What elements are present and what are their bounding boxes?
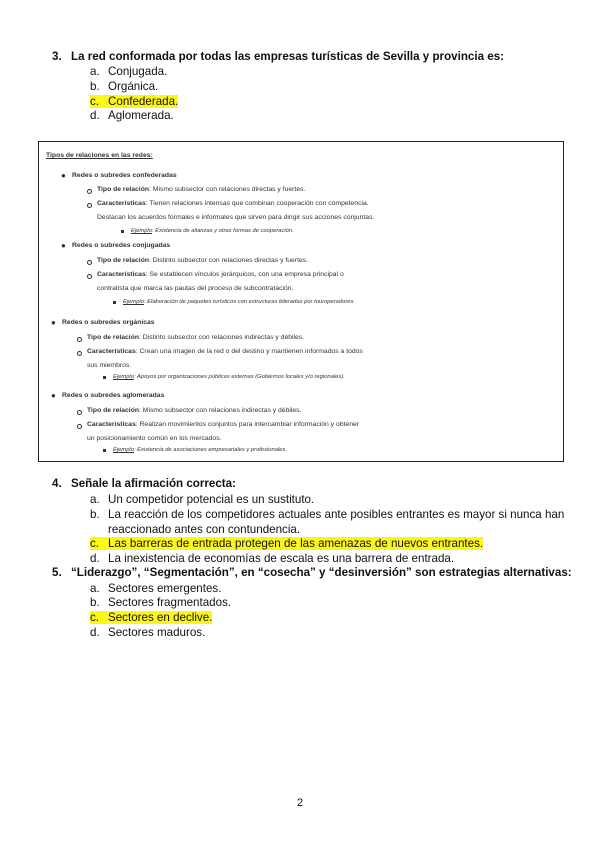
section-ejemplo: Ejemplo: Elaboración de paquetes turísticos con estructuras lideradas por touroperadores. (123, 299, 356, 305)
section-caracteristicas: Características: Realizan movimientos conjuntos para intercambiar información y obtener (87, 421, 360, 428)
circle-bullet-icon (87, 203, 92, 208)
circle-bullet-icon (77, 351, 82, 356)
circle-bullet-icon (87, 260, 92, 265)
section-caracteristicas: Características: Crean una imagen de la red o del destino y mantienen informados a todos (87, 348, 363, 355)
q3-option-a: a. Conjugada. (90, 65, 168, 78)
bullet-icon: ● (61, 241, 66, 250)
question-5 (52, 566, 572, 579)
bullet-icon: ● (51, 318, 56, 327)
section-tipo: Tipo de relación: Distinto subsector con relaciones directas y fuertes. (97, 257, 309, 264)
section-caracteristicas-cont: un posicionamiento común en los mercados. (87, 435, 222, 442)
q3-option-b: b. Orgánica. (90, 80, 159, 93)
question-4 (52, 477, 236, 490)
section-ejemplo: Ejemplo: Existencia de alianzas y otras formas de cooperación. (131, 228, 294, 234)
q5-option-d: d. Sectores maduros. (90, 626, 206, 639)
section-caracteristicas: Características: Se establecen vínculos jerárquicos, con una empresa principal o (97, 271, 344, 278)
section-heading: Redes o subredes orgánicas (62, 319, 155, 326)
section-caracteristicas-cont: Destacan los acuerdos formales e informales que sirven para dirigir sus acciones conjuntas. (97, 214, 375, 221)
question-text: “Liderazgo”, “Segmentación”, en “cosecha” y “desinversión” son estrategias alternativas: (71, 566, 572, 579)
section-heading: Redes o subredes aglomeradas (62, 392, 165, 399)
section-ejemplo: Ejemplo: Existencia de asociaciones empresariales y profesionales. (113, 447, 288, 453)
bullet-icon: ● (51, 391, 56, 400)
q3-option-d: d. Aglomerada. (90, 109, 174, 122)
section-ejemplo: Ejemplo: Apoyos por organizaciones públicas externas (Gobiernos locales y/o regionales). (113, 374, 345, 380)
bullet-icon: ● (61, 171, 66, 180)
notes-title: Tipos de relaciones en las redes: (46, 152, 153, 159)
question-3 (52, 50, 504, 63)
square-bullet-icon (121, 230, 124, 233)
section-heading: Redes o subredes confederadas (72, 172, 177, 179)
notes-box (38, 141, 564, 462)
q5-option-c-correct: c. Sectores en declive. (90, 611, 213, 624)
question-text: Señale la afirmación correcta: (71, 477, 236, 490)
square-bullet-icon (113, 301, 116, 304)
question-number: 4. (52, 477, 62, 490)
q3-option-c-correct: c. Confederada. (90, 95, 179, 108)
q4-option-b-continuation: reaccionado antes con contundencia. (108, 523, 301, 536)
circle-bullet-icon (77, 410, 82, 415)
section-caracteristicas: Características: Tienen relaciones intensas que combinan cooperación con competencia. (97, 200, 369, 207)
q4-option-a: a. Un competidor potencial es un sustituto. (90, 493, 315, 506)
square-bullet-icon (103, 449, 106, 452)
question-text: La red conformada por todas las empresas turísticas de Sevilla y provincia es: (71, 50, 504, 63)
q5-option-a: a. Sectores emergentes. (90, 582, 222, 595)
circle-bullet-icon (77, 424, 82, 429)
q5-option-b: b. Sectores fragmentados. (90, 596, 232, 609)
section-heading: Redes o subredes conjugadas (72, 242, 171, 249)
q4-option-c-correct: c. Las barreras de entrada protegen de las amenazas de nuevos entrantes. (90, 537, 484, 550)
section-tipo: Tipo de relación: Mismo subsector con relaciones directas y fuertes. (97, 186, 306, 193)
section-tipo: Tipo de relación: Mismo subsector con relaciones indirectas y débiles. (87, 407, 302, 414)
q4-option-d: d. La inexistencia de economías de escala es una barrera de entrada. (90, 552, 455, 565)
circle-bullet-icon (87, 189, 92, 194)
section-caracteristicas-cont: contratista que marca las pautas del proceso de subcontratación. (97, 285, 294, 292)
circle-bullet-icon (87, 274, 92, 279)
section-caracteristicas-cont: sus miembros. (87, 362, 132, 369)
section-tipo: Tipo de relación: Distinto subsector con relaciones indirectas y débiles. (87, 334, 305, 341)
q4-option-b: b. La reacción de los competidores actuales ante posibles entrantes es mayor si nunca han (90, 508, 565, 521)
circle-bullet-icon (77, 337, 82, 342)
question-number: 3. (52, 50, 62, 63)
square-bullet-icon (103, 376, 106, 379)
page-number: 2 (297, 797, 304, 809)
question-number: 5. (52, 566, 62, 579)
